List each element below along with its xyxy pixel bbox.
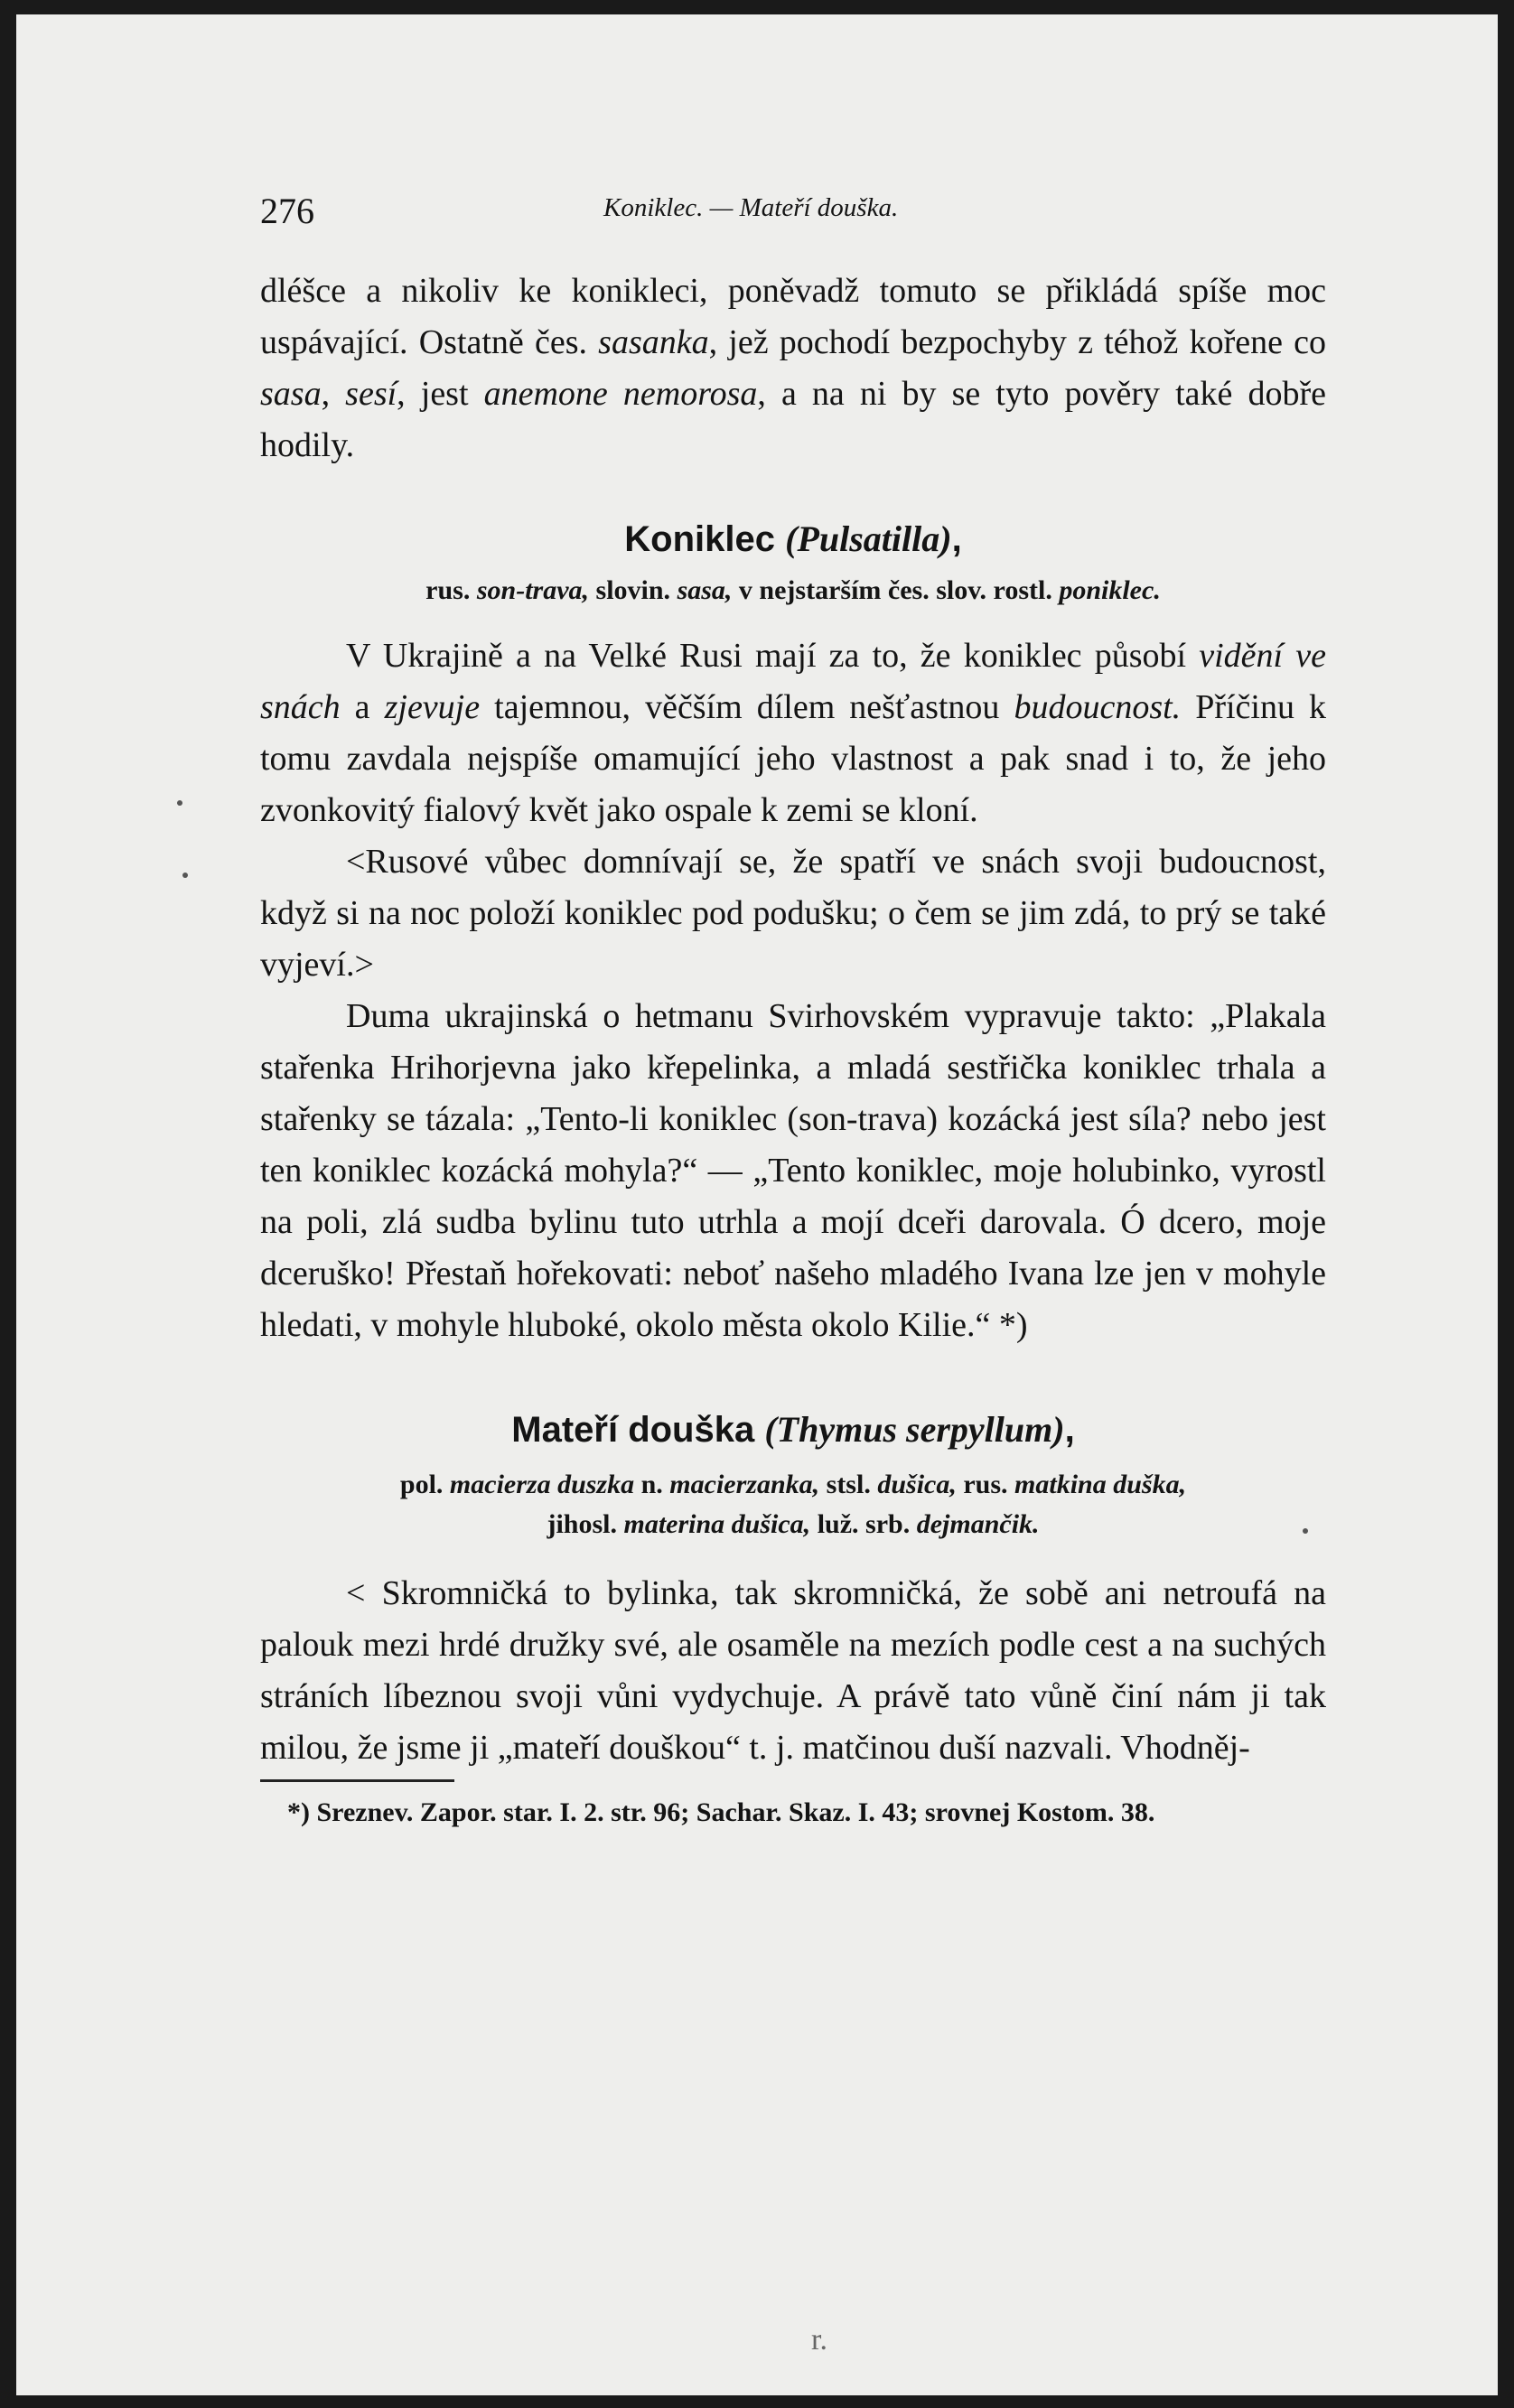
- paragraph-koniklec-2: <Rusové vůbec domnívají se, že spatří ve snách svoji budoucnost, když si na noc položí koniklec pod podušku; o čem se jim zdá, to prý se také vyjeví.>: [260, 843, 1326, 984]
- paragraph-materi-douska-1: < Skromničká to bylinka, tak skromničká, že sobě ani netroufá na palouk mezi hrdé družky své, ale osaměle na mezích podle cest a na suchých stráních líbeznou svoji vůni vydychuje. A právě tato vůně činí nám ji tak milou, že jsme ji „mateří douškou“ t. j. matčinou duší nazvali. Vhodněj-: [260, 1574, 1326, 1767]
- paragraph-koniklec-3: Duma ukrajinská o hetmanu Svirhovském vypravuje takto: „Plakala stařenka Hrihorjevna jako křepelinka, a mladá sestřička koniklec trhala a stařenky se tázala: „Tento-li koniklec (son-trava) kozácká jest síla? nebo jest ten koniklec kozácká mohyla?“ — „Tento koniklec, moje holubinko, vyrostl na poli, zlá sudba bylinu tuto utrhla a mojí dceři darovala. Ó dcero, moje dceruško! Přestaň hořekovati: neboť našeho mladého Ivana lze jen v mohyle hledati, v mohyle hluboké, okolo města okolo Kilie.“ *): [260, 997, 1326, 1344]
- page-number: 276: [260, 191, 314, 231]
- margin-dot: [182, 873, 188, 878]
- margin-dot: [177, 800, 182, 806]
- synonyms-koniklec: rus. son-trava, slovin. sasa, v nejstarším čes. slov. rostl. poniklec.: [425, 575, 1161, 605]
- book-page: [16, 14, 1498, 2395]
- footnote: *) Sreznev. Zapor. star. I. 2. str. 96; Sachar. Skaz. I. 43; srovnej Kostom. 38.: [287, 1797, 1155, 1827]
- synonyms-materi-douska-line1: pol. macierza duszka n. macierzanka, stsl. dušica, rus. matkina duška,: [399, 1470, 1187, 1499]
- footnote-rule: [260, 1779, 454, 1782]
- text-block: [260, 177, 1326, 1833]
- paragraph-intro: dléšce a nikoliv ke konikleci, poněvadž tomuto se přikládá spíše moc uspávající. Ostatně čes. sasanka, jež pochodí bezpochyby z téhož kořene co sasa, sesí, jest anemone nemorosa, a na ni by se tyto pověry také dobře hodily.: [260, 272, 1327, 464]
- paragraph-koniklec-1: V Ukrajině a na Velké Rusi mají za to, že koniklec působí vidění ve snách a zjevuje tajemnou, věčším dílem nešťastnou budoucnost. Příčinu k tomu zavdala nejspíše omamující jeho vlastnost a pak snad i to, že jeho zvonkovitý fialový květ jako ospale k zemi se kloní.: [260, 637, 1327, 829]
- running-head: [260, 177, 1326, 249]
- bottom-mark: r.: [811, 2323, 827, 2357]
- section-heading-materi-douska: Mateří douška (Thymus serpyllum),: [511, 1409, 1075, 1450]
- synonyms-materi-douska-line2: jihosl. materina dušica, luž. srb. dejmančik.: [547, 1509, 1040, 1539]
- running-title: Koniklec. — Mateří douška.: [603, 193, 899, 222]
- section-heading-koniklec: Koniklec (Pulsatilla),: [624, 518, 962, 559]
- margin-dot: [1303, 1528, 1308, 1534]
